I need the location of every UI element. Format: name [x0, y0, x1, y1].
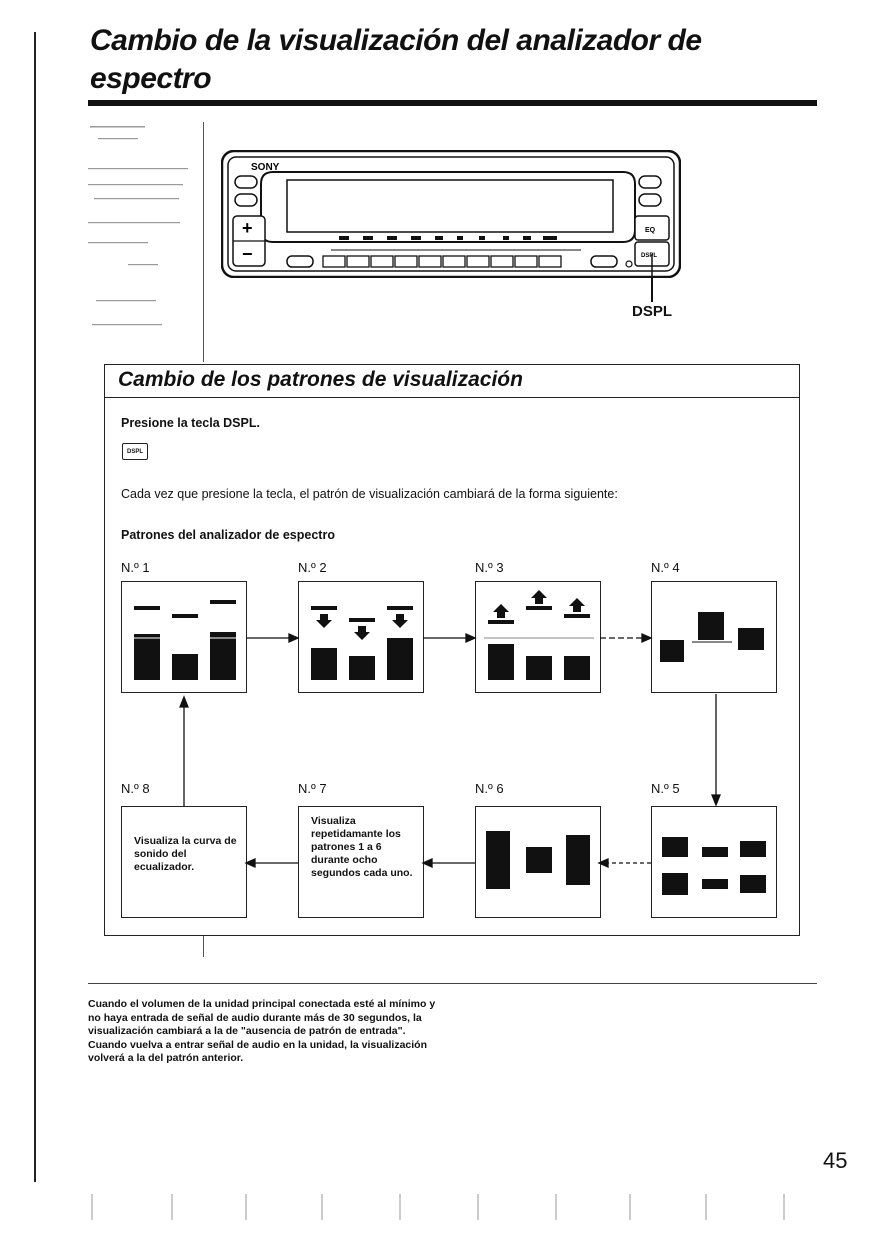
- pattern-label-5: N.º 5: [651, 781, 680, 796]
- note-divider: [88, 983, 817, 984]
- column-divider: [203, 122, 204, 362]
- sub-button: [639, 194, 661, 206]
- dspl-pointer-line: [651, 276, 653, 302]
- left-margin-rule: [34, 32, 36, 1182]
- mem-button: [591, 256, 617, 267]
- dspl-key-icon: DSPL: [122, 443, 148, 460]
- pattern-8-text: Visualiza la curva de sonido del ecualizador.: [134, 835, 237, 873]
- pattern-label-8: N.º 8: [121, 781, 150, 796]
- page-number: 45: [823, 1148, 848, 1173]
- demo-button: [287, 256, 313, 267]
- pattern-7-text: Visualiza repetidamante los patrones 1 a 6 durante ocho segundos cada uno.: [311, 815, 413, 879]
- svg-text:−: −: [242, 244, 253, 264]
- brand-logo: SONY: [251, 162, 280, 173]
- page-title: Cambio de la visualización del analizador de espectro: [90, 24, 702, 95]
- pattern-label-3: N.º 3: [475, 560, 504, 575]
- svg-text:+: +: [242, 218, 253, 238]
- pattern-flow-arrows: [104, 555, 800, 925]
- svg-text:EQ: EQ: [645, 227, 656, 234]
- section-title: Cambio de los patrones de visualización: [118, 368, 523, 391]
- head-unit-panel: [221, 150, 681, 278]
- source-button: [235, 176, 257, 188]
- step-instruction: Presione la tecla DSPL.: [121, 416, 260, 430]
- fad-button: [235, 194, 257, 206]
- pattern-label-1: N.º 1: [121, 560, 150, 575]
- pattern-label-4: N.º 4: [651, 560, 680, 575]
- bal-button: [639, 176, 661, 188]
- svg-text:DSPL: DSPL: [641, 253, 658, 259]
- patterns-subheading: Patrones del analizador de espectro: [121, 528, 335, 542]
- footnote: Cuando el volumen de la unidad principal conectada esté al mínimo y no haya entrada de señal de audio durante más de 30 segundos, la visualización cambiará a la de "ausencia de patrón de entrada". Cuando vuelva a entrar señal de audio en la unidad, la visualización volverá a la del patrón anterior.: [88, 998, 436, 1064]
- pattern-label-7: N.º 7: [298, 781, 327, 796]
- step-description: Cada vez que presione la tecla, el patrón de visualización cambiará de la forma siguiente:: [121, 487, 618, 501]
- column-divider-lower: [203, 935, 204, 957]
- scan-noise: [88, 124, 193, 344]
- pattern-label-6: N.º 6: [475, 781, 504, 796]
- footer-registration-marks: [80, 1190, 840, 1230]
- pattern-label-2: N.º 2: [298, 560, 327, 575]
- title-underline: [88, 100, 817, 106]
- dspl-callout-label: DSPL: [632, 303, 673, 320]
